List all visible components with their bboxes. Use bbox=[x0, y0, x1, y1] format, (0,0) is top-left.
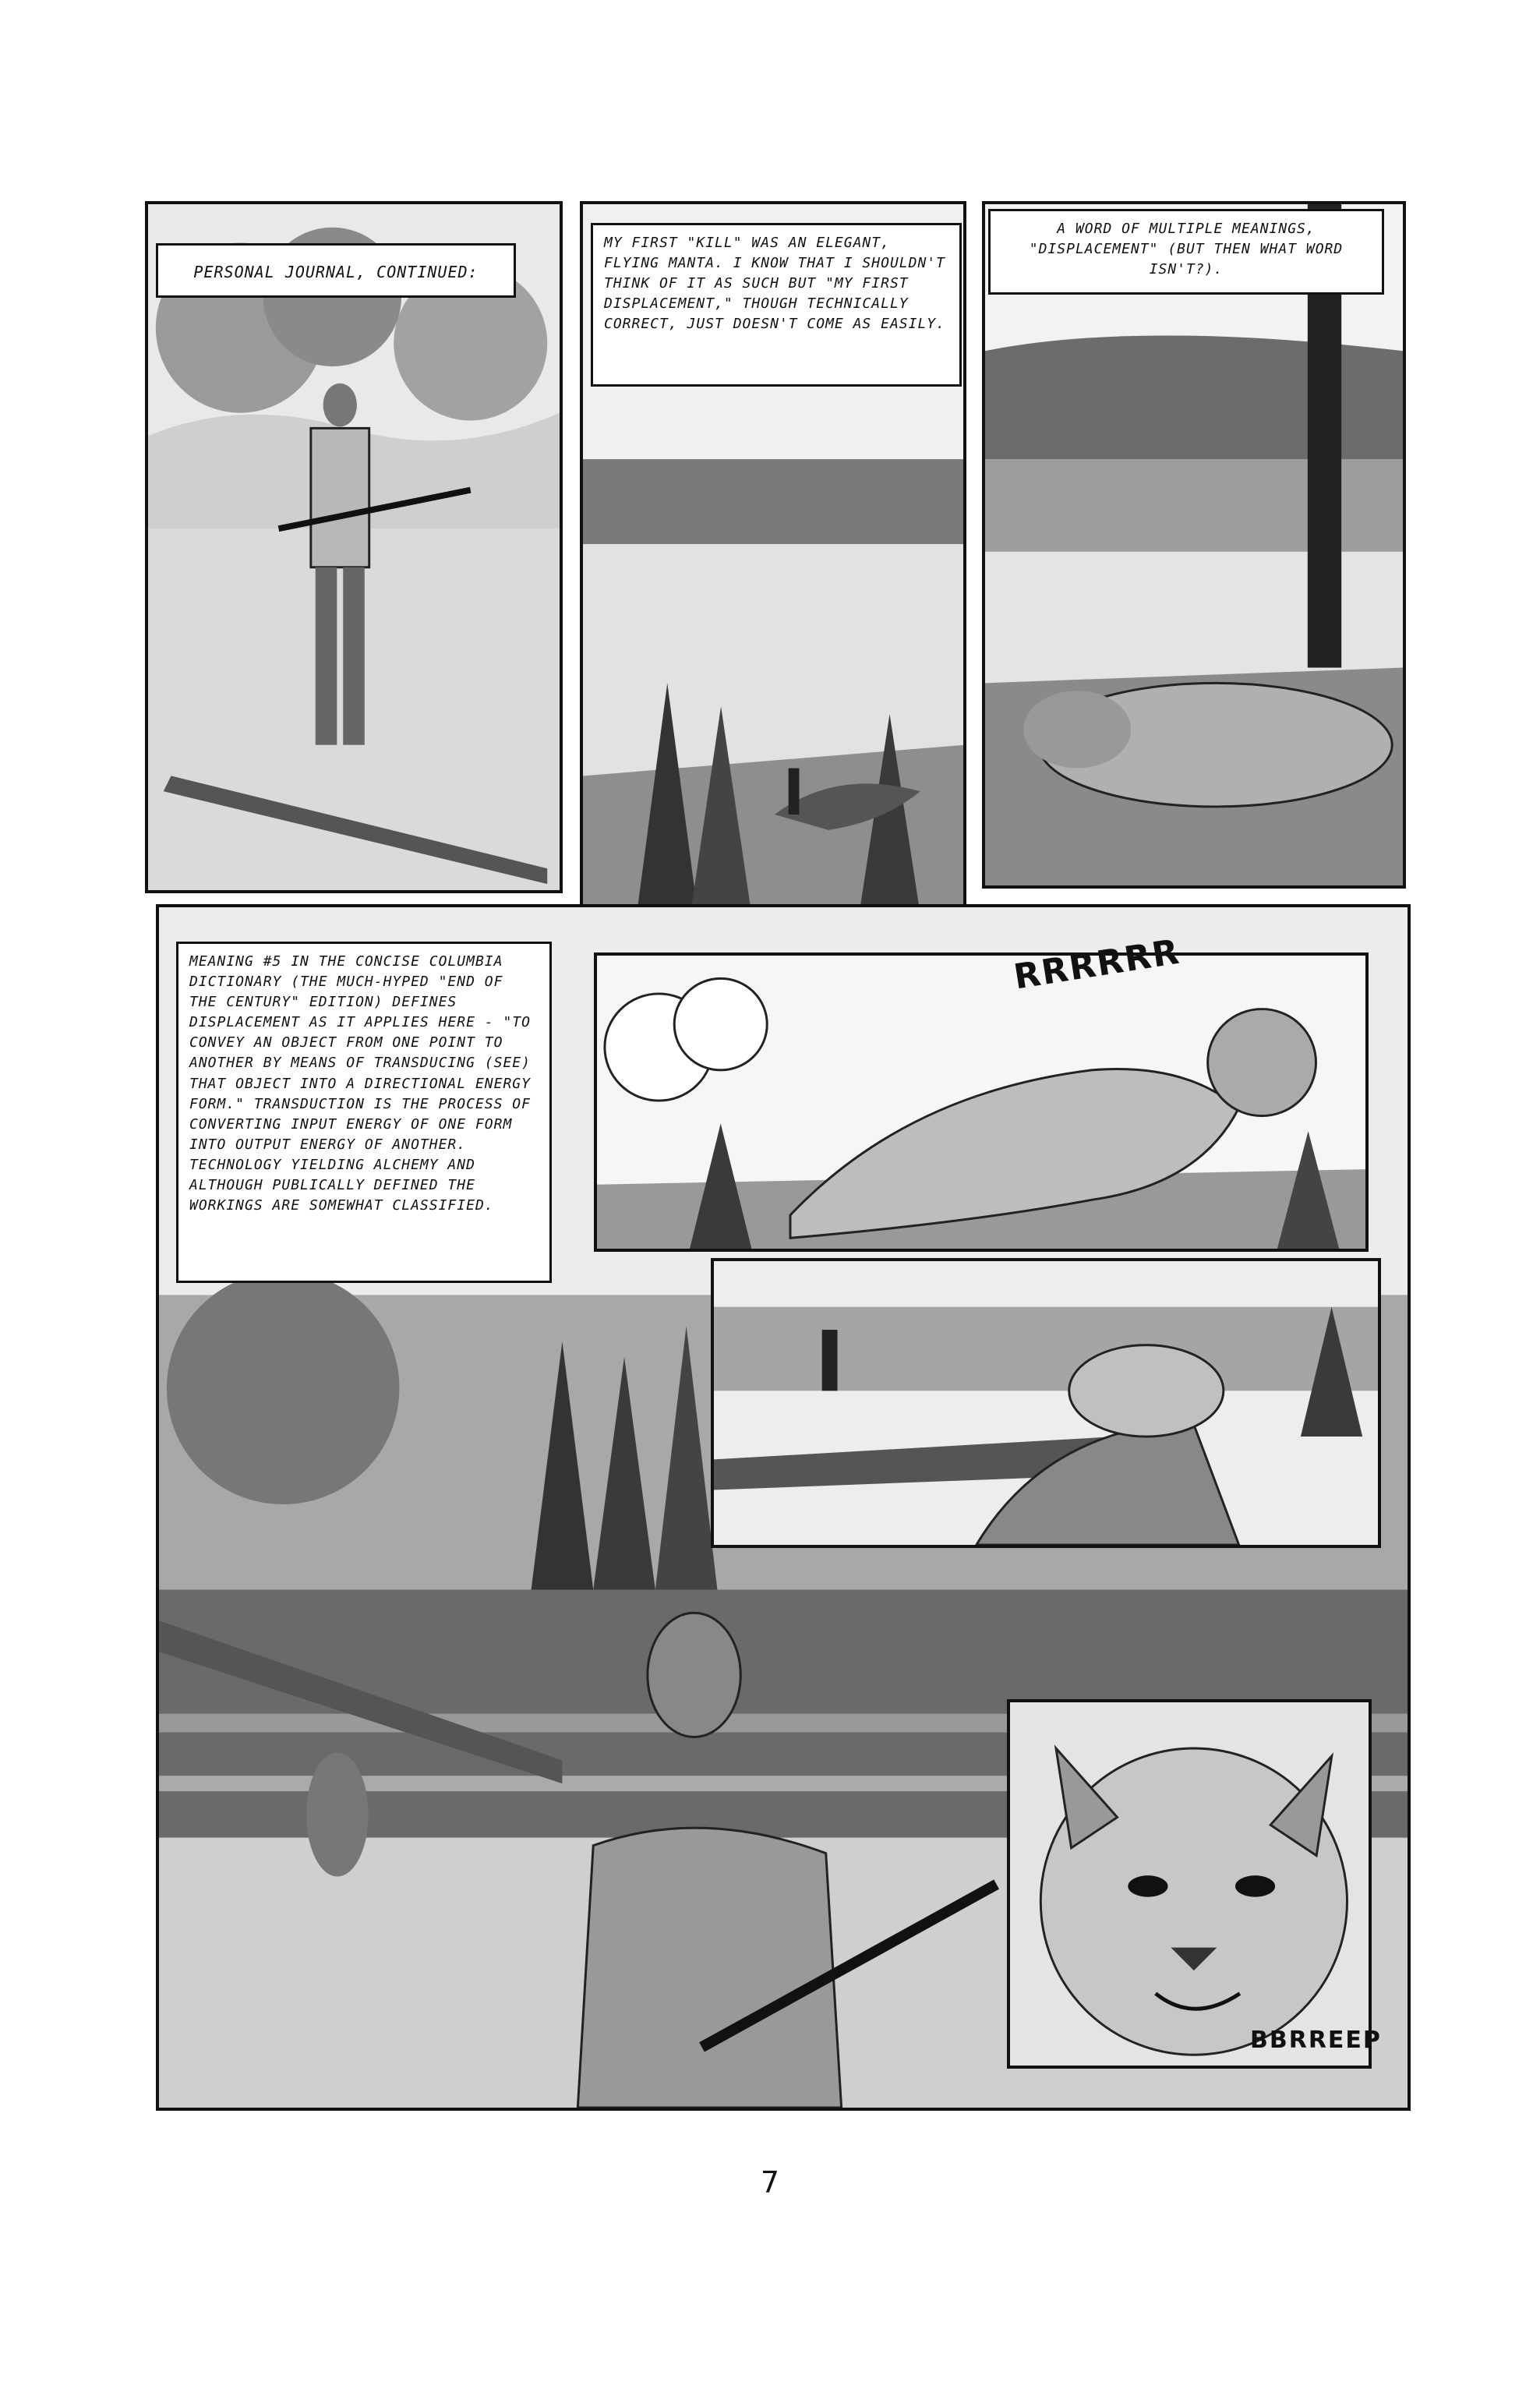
panel-7-cougar-face-closeup bbox=[1007, 1699, 1372, 2069]
panel-3-displaced-figure-and-cougar bbox=[982, 201, 1406, 889]
panel-1-man-with-rifle-in-woods bbox=[145, 201, 563, 893]
page-number: 7 bbox=[760, 2165, 780, 2200]
panel-5-cougar-roaring bbox=[594, 952, 1369, 1252]
panel-7-growl-sfx: BBRREEP bbox=[1250, 2027, 1382, 2054]
panel-1-illustration bbox=[148, 204, 560, 890]
panel-1-caption: PERSONAL JOURNAL, CONTINUED: bbox=[156, 243, 516, 298]
panel-4-caption: MEANING #5 IN THE CONCISE COLUMBIA DICTIONARY (THE MUCH-HYPED "END OF THE CENTURY" EDITION) DEFINES DISPLACEMENT AS IT APPLIES HERE - "TO CONVEY AN OBJECT FROM ONE POINT TO ANOTHER BY MEANS OF TRANSDUCING (SEE) THAT OBJECT INTO A DIRECTIONAL ENERGY FORM." TRANSDUCTION IS THE PROCESS OF CONVERTING INPUT ENERGY OF ONE FORM INTO OUTPUT ENERGY OF ANOTHER. TECHNOLOGY YIELDING ALCHEMY AND ALTHOUGH PUBLICALLY DEFINED THE WORKINGS ARE SOMEWHAT CLASSIFIED. bbox=[176, 942, 552, 1283]
panel-7-illustration bbox=[1010, 1702, 1369, 2066]
panel-2-caption: MY FIRST "KILL" WAS AN ELEGANT, FLYING MANTA. I KNOW THAT I SHOULDN'T THINK OF IT AS SUCH BUT "MY FIRST DISPLACEMENT," THOUGH TECHNICALLY CORRECT, JUST DOESN'T COME AS EASILY. bbox=[591, 223, 962, 387]
panel-3-caption: A WORD OF MULTIPLE MEANINGS, "DISPLACEMENT" (BUT THEN WHAT WORD ISN'T?). bbox=[988, 209, 1384, 295]
panel-5-illustration bbox=[597, 956, 1365, 1249]
panel-6-illustration bbox=[714, 1261, 1378, 1545]
panel-6-cougar-on-rocks bbox=[711, 1258, 1381, 1548]
panel-3-illustration bbox=[985, 204, 1403, 885]
panel-5-roar-sfx: RRRRRR bbox=[1011, 931, 1183, 998]
